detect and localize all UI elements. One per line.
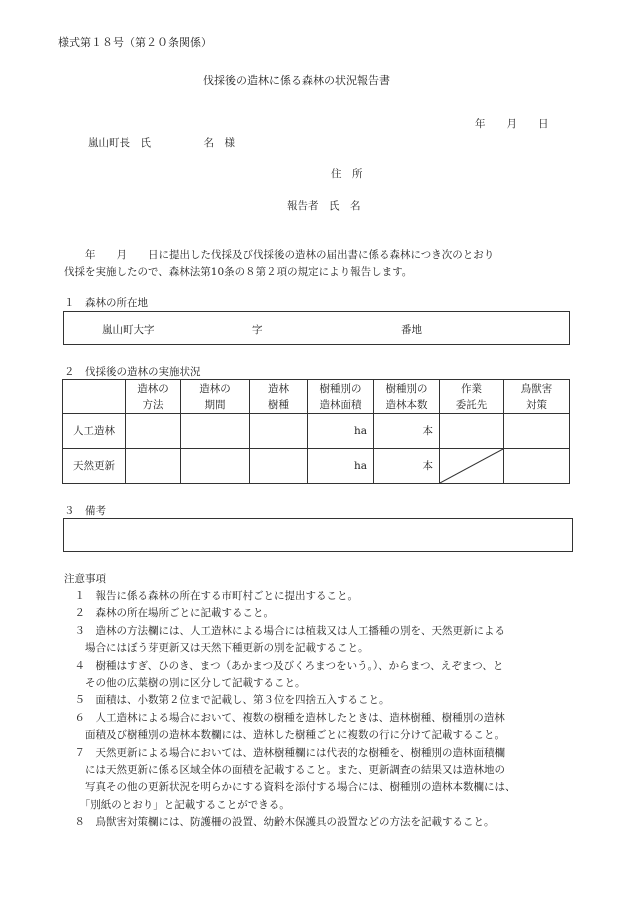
header-species: 造林 樹種: [250, 380, 308, 414]
cell-species[interactable]: [250, 414, 308, 449]
note-line: 面積及び樹種別の造林本数欄には、造林した樹種ごとに複数の行に分けて記載すること。: [64, 729, 505, 742]
note-line: 場合にはぼう芽更新又は天然下種更新の別を記載すること。: [64, 642, 369, 655]
cell-method[interactable]: [126, 414, 181, 449]
cell-period[interactable]: [181, 414, 250, 449]
cell-contractor[interactable]: [440, 414, 504, 449]
cell-contractor-crossed: [440, 449, 504, 484]
note-line: ７ 天然更新による場合においては、造林樹種欄には代表的な樹種を、樹種別の造林面積欄: [64, 746, 505, 759]
header-blank: [63, 380, 126, 414]
address-label: 住 所: [331, 168, 363, 180]
cell-area[interactable]: ha: [308, 414, 374, 449]
note-line: ２ 森林の所在場所ごとに記載すること。: [64, 607, 274, 620]
cell-count[interactable]: 本: [374, 449, 440, 484]
note-line: ３ 造林の方法欄には、人工造林による場合には植栽又は人工播種の別を、天然更新による: [64, 624, 505, 637]
header-period: 造林の 期間: [181, 380, 250, 414]
location-town: 嵐山町大字: [102, 324, 155, 336]
header-contractor: 作業 委託先: [440, 380, 504, 414]
body-text-line-2: 伐採を実施したので、森林法第10条の８第２項の規定により報告します。: [64, 266, 413, 278]
note-line: ８ 鳥獣害対策欄には、防護柵の設置、幼齢木保護具の設置などの方法を記載すること。: [64, 816, 495, 829]
cell-area[interactable]: ha: [308, 449, 374, 484]
table-header-row: [63, 380, 570, 414]
addressee: 嵐山町長 氏 名 様: [88, 137, 235, 149]
cell-species[interactable]: [250, 449, 308, 484]
note-line: 「別紙のとおり」と記載することができる。: [64, 798, 290, 811]
note-line: ５ 面積は、小数第２位まで記載し、第３位を四捨五入すること。: [64, 694, 390, 707]
date-line[interactable]: 年 月 日: [475, 118, 549, 130]
location-box[interactable]: [63, 311, 570, 345]
notes-heading: 注意事項: [64, 573, 106, 585]
table-row: [63, 449, 570, 484]
cell-count[interactable]: 本: [374, 414, 440, 449]
note-line: 写真その他の更新状況を明らかにする資料を添付する場合には、樹種別の造林本数欄には、: [64, 781, 516, 794]
body-text-line-1: 年 月 日に提出した伐採及び伐採後の造林の届出書に係る森林につき次のとおり: [64, 249, 495, 261]
header-count: 樹種別の 造林本数: [374, 380, 440, 414]
status-table: [62, 379, 570, 484]
section1-heading: １ 森林の所在地: [64, 297, 148, 309]
cell-wildlife[interactable]: [504, 449, 570, 484]
cell-method[interactable]: [126, 449, 181, 484]
location-aza: 字: [252, 324, 263, 336]
location-banchi: 番地: [401, 324, 422, 336]
note-line: ４ 樹種はすぎ、ひのき、まつ（あかまつ及びくろまつをいう。）、からまつ、えぞまつ、と: [64, 659, 504, 672]
header-method: 造林の 方法: [126, 380, 181, 414]
header-wildlife: 鳥獣害 対策: [504, 380, 570, 414]
note-line: には天然更新に係る区域全体の面積を記載すること。また、更新調査の結果又は造林地の: [64, 764, 505, 776]
reporter-name-label: 報告者 氏 名: [287, 200, 361, 212]
remarks-box[interactable]: [63, 518, 573, 552]
form-number: 様式第１８号（第２０条関係）: [58, 36, 212, 49]
note-line: その他の広葉樹の別に区分して記載すること。: [64, 677, 306, 689]
row-label-artificial: 人工造林: [63, 414, 126, 449]
row-label-natural: 天然更新: [63, 449, 126, 484]
note-line: １ 報告に係る森林の所在する市町村ごとに提出すること。: [64, 590, 358, 602]
page-title: 伐採後の造林に係る森林の状況報告書: [203, 74, 390, 87]
diagonal-strike: [440, 449, 503, 483]
header-area: 樹種別の 造林面積: [308, 380, 374, 414]
cell-period[interactable]: [181, 449, 250, 484]
table-row: [63, 414, 570, 449]
section3-heading: ３ 備考: [64, 505, 106, 517]
section2-heading: ２ 伐採後の造林の実施状況: [64, 366, 201, 378]
cell-wildlife[interactable]: [504, 414, 570, 449]
note-line: ６ 人工造林による場合において、複数の樹種を造林したときは、造林樹種、樹種別の造林: [64, 711, 505, 724]
